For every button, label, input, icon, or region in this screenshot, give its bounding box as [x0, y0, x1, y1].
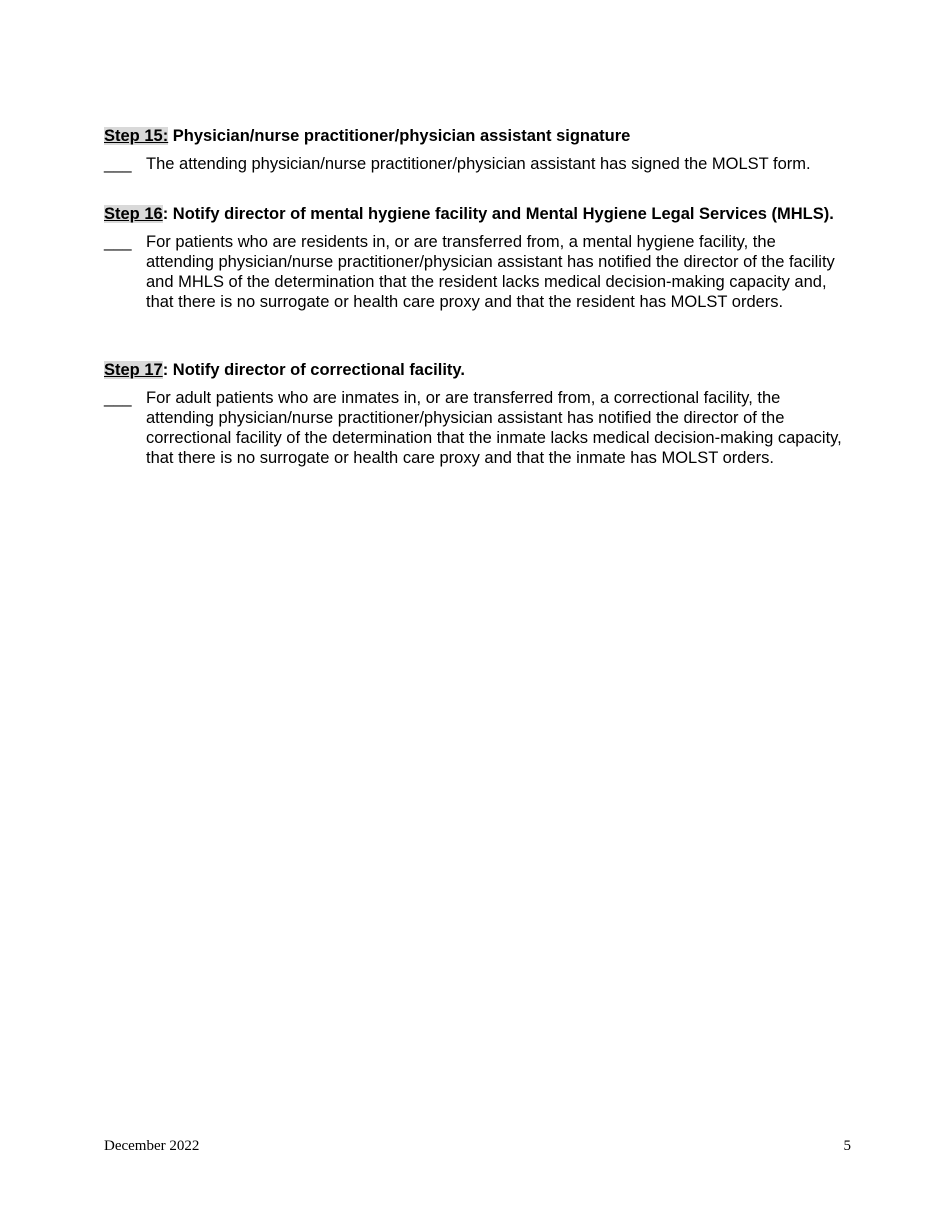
step-15-heading: [104, 126, 844, 146]
step-16-label: Step 16: [104, 205, 163, 223]
step-17-title: : Notify director of correctional facility.: [162, 361, 465, 379]
step-17-checkbox-blank[interactable]: ___: [104, 389, 132, 407]
step-15-label: Step 15:: [104, 127, 169, 145]
step-17-section: [104, 360, 844, 468]
step-17-item-text: For adult patients who are inmates in, or are transferred from, a correctional facility, the attending physician/nurse practitioner/physician assistant has notified the director of the correctional facility of the determination that the inmate lacks medical decision-making capacity, that there is no surrogate or health care proxy and that the inmate has MOLST orders.: [146, 389, 842, 467]
step-15-item-text: The attending physician/nurse practitioner/physician assistant has signed the MOLST form.: [146, 155, 811, 173]
step-17-heading: [104, 360, 844, 380]
step-17-checklist-item: [104, 388, 844, 468]
step-16-item-text: For patients who are residents in, or are transferred from, a mental hygiene facility, the attending physician/nurse practitioner/physician assistant has notified the director of the facility and MHLS of the determination that the resident lacks medical decision-making capacity and, that there is no surrogate or health care proxy and that the resident has MOLST orders.: [146, 233, 835, 311]
step-15-title: Physician/nurse practitioner/physician assistant signature: [168, 127, 631, 145]
step-16-title: : Notify director of mental hygiene facility and Mental Hygiene Legal Services (MHLS).: [162, 205, 834, 223]
footer-page-number: 5: [843, 1138, 851, 1154]
step-15-checklist-item: [104, 154, 844, 174]
step-17-label: Step 17: [104, 361, 163, 379]
step-16-heading: [104, 204, 844, 224]
step-15-checkbox-blank[interactable]: ___: [104, 155, 132, 173]
footer-date: December 2022: [104, 1138, 200, 1154]
step-16-checkbox-blank[interactable]: ___: [104, 233, 132, 251]
step-15-section: [104, 126, 844, 174]
step-16-checklist-item: [104, 232, 844, 312]
step-16-section: [104, 204, 844, 312]
